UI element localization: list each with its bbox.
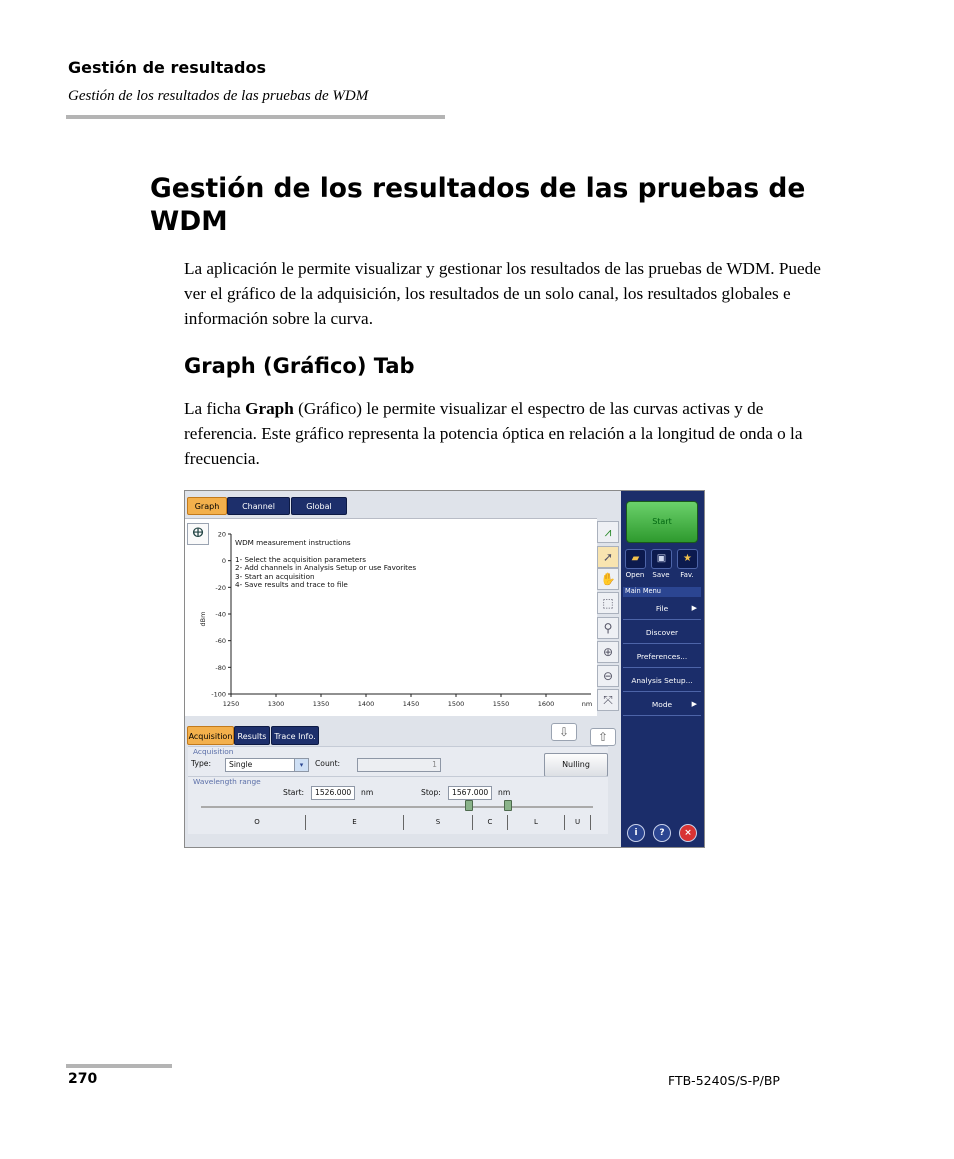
instruction-title: WDM measurement instructions (235, 538, 351, 547)
stop-field[interactable]: 1567.000 (448, 786, 492, 800)
tab-channel-results[interactable]: Channel (227, 497, 290, 515)
y-tick-label: -20 (215, 583, 226, 592)
section-heading: Graph (Gráfico) Tab (184, 354, 415, 378)
y-tick-label: -100 (211, 690, 226, 699)
save-label: Save (652, 571, 670, 579)
range-slider-track (201, 806, 593, 808)
start-label: Start: (283, 788, 305, 797)
nulling-button[interactable]: Nulling (544, 753, 608, 777)
band-c: C (473, 815, 508, 830)
start-field[interactable]: 1526.000 (311, 786, 355, 800)
x-tick-label: 1600 (537, 700, 555, 708)
pointer-icon[interactable]: ➚ (597, 546, 619, 568)
view-graph-icon[interactable]: ⩘ (597, 521, 619, 543)
page-title: Gestión de los resultados de las pruebas de WDM (150, 173, 806, 237)
y-axis-label: dBm (199, 611, 207, 627)
zoom-icon[interactable]: ⚲ (597, 617, 619, 639)
pan-hand-icon[interactable]: ✋ (597, 568, 619, 590)
zoom-area-icon[interactable]: ⬚ (597, 592, 619, 614)
product-model: FTB-5240S/S-P/BP (668, 1073, 780, 1088)
range-stop-handle[interactable] (504, 800, 512, 811)
header-chapter: Gestión de resultados (68, 58, 267, 77)
tab-trace-info[interactable]: Trace Info. (271, 726, 319, 745)
type-select[interactable] (225, 758, 309, 772)
body-post: (Gráfico) le permite visualizar el espectro de las curvas activas y de referencia. Este gráfico representa la potencia óptica en relación a la longitud de onda o la frecuencia. (184, 399, 803, 468)
menu-item-file[interactable] (623, 597, 701, 620)
tab-results[interactable]: Results (234, 726, 270, 745)
star-icon: ★ (683, 553, 692, 564)
band-s: S (404, 815, 473, 830)
band-u: U (565, 815, 591, 830)
band-e: E (306, 815, 404, 830)
y-tick-label: -60 (215, 637, 226, 646)
plot-area (185, 518, 597, 716)
chevron-right-icon: ▶ (691, 700, 697, 708)
footer-rule (66, 1064, 172, 1068)
menu-item-discover[interactable]: Discover (623, 621, 701, 644)
tab-graph[interactable]: Graph (187, 497, 227, 515)
x-tick-label: 1400 (357, 700, 375, 708)
menu-item-label: File (655, 604, 669, 613)
side-panel (621, 491, 705, 848)
instruction-step: 2- Add channels in Analysis Setup or use Favorites (235, 563, 417, 573)
info-icon[interactable]: i (627, 824, 645, 842)
band-l: L (508, 815, 565, 830)
count-label: Count: (315, 759, 341, 768)
zoom-out-icon[interactable]: ⊖ (597, 665, 619, 687)
menu-item-preferences[interactable]: Preferences... (623, 645, 701, 668)
full-scale-icon[interactable]: ⤧ (597, 689, 619, 711)
menu-item-mode[interactable] (623, 693, 701, 716)
main-menu-title: Main Menu (623, 587, 701, 597)
page-number: 270 (68, 1071, 98, 1087)
instruction-step: 1- Select the acquisition parameters (235, 555, 366, 564)
menu-item-label: Mode (651, 700, 673, 709)
header-section: Gestión de los resultados de las pruebas de WDM (68, 88, 369, 104)
expand-up-icon[interactable]: ⇧ (590, 728, 616, 746)
save-button[interactable] (651, 549, 672, 569)
start-unit: nm (361, 788, 374, 797)
y-tick-label: -40 (215, 610, 226, 619)
chevron-down-icon[interactable]: ▾ (294, 759, 308, 771)
stop-label: Stop: (421, 788, 441, 797)
tab-acquisition[interactable]: Acquisition (187, 726, 234, 745)
header-rule (66, 115, 445, 119)
instruction-step: 4- Save results and trace to file (235, 580, 348, 590)
start-button[interactable]: Start (626, 501, 698, 543)
band-o: O (209, 815, 306, 830)
x-axis-label: nm (581, 700, 593, 708)
type-value: Single (229, 760, 253, 769)
x-tick-label: 1500 (447, 700, 465, 708)
range-start-handle[interactable] (465, 800, 473, 811)
chevron-right-icon: ▶ (691, 604, 697, 612)
folder-icon: ▰ (631, 553, 640, 564)
x-tick-label: 1350 (312, 700, 330, 708)
x-tick-label: 1300 (267, 700, 285, 708)
collapse-down-icon[interactable]: ⇩ (551, 723, 577, 741)
x-tick-label: 1450 (402, 700, 420, 708)
marker-tool-icon[interactable]: ⴲ (187, 523, 209, 545)
count-field[interactable]: 1 (357, 758, 441, 772)
y-tick-label: 20 (217, 530, 226, 539)
favorites-label: Fav. (680, 571, 694, 579)
intro-paragraph: La aplicación le permite visualizar y gestionar los resultados de las pruebas de WDM. Puede ver el gráfico de la adquisición, los resultados de un solo canal, los resultados globales e información sobre la curva. (184, 259, 821, 328)
acquisition-legend: Acquisition (193, 747, 234, 756)
instruction-step: 3- Start an acquisition (235, 571, 315, 581)
open-button[interactable] (625, 549, 646, 569)
spectrum-chart (185, 519, 597, 717)
y-tick-label: -80 (215, 663, 226, 672)
y-tick-label: 0 (221, 557, 226, 566)
body-paragraph (184, 396, 824, 471)
body-bold: Graph (245, 399, 294, 418)
x-tick-label: 1550 (492, 700, 510, 708)
floppy-icon: ▣ (656, 553, 667, 564)
open-label: Open (625, 571, 645, 579)
zoom-in-icon[interactable]: ⊕ (597, 641, 619, 663)
x-tick-label: 1250 (222, 700, 240, 708)
type-label: Type: (191, 759, 211, 768)
close-icon[interactable]: × (679, 824, 697, 842)
wdm-screenshot (184, 490, 705, 848)
menu-item-analysis-setup[interactable]: Analysis Setup... (623, 669, 701, 692)
body-pre: La ficha (184, 399, 246, 418)
bottom-panel (185, 722, 621, 848)
help-icon[interactable]: ? (653, 824, 671, 842)
favorites-button[interactable] (677, 549, 698, 569)
stop-unit: nm (498, 788, 511, 797)
tab-global-results[interactable]: Global (291, 497, 347, 515)
wavelength-legend: Wavelength range (193, 777, 261, 786)
